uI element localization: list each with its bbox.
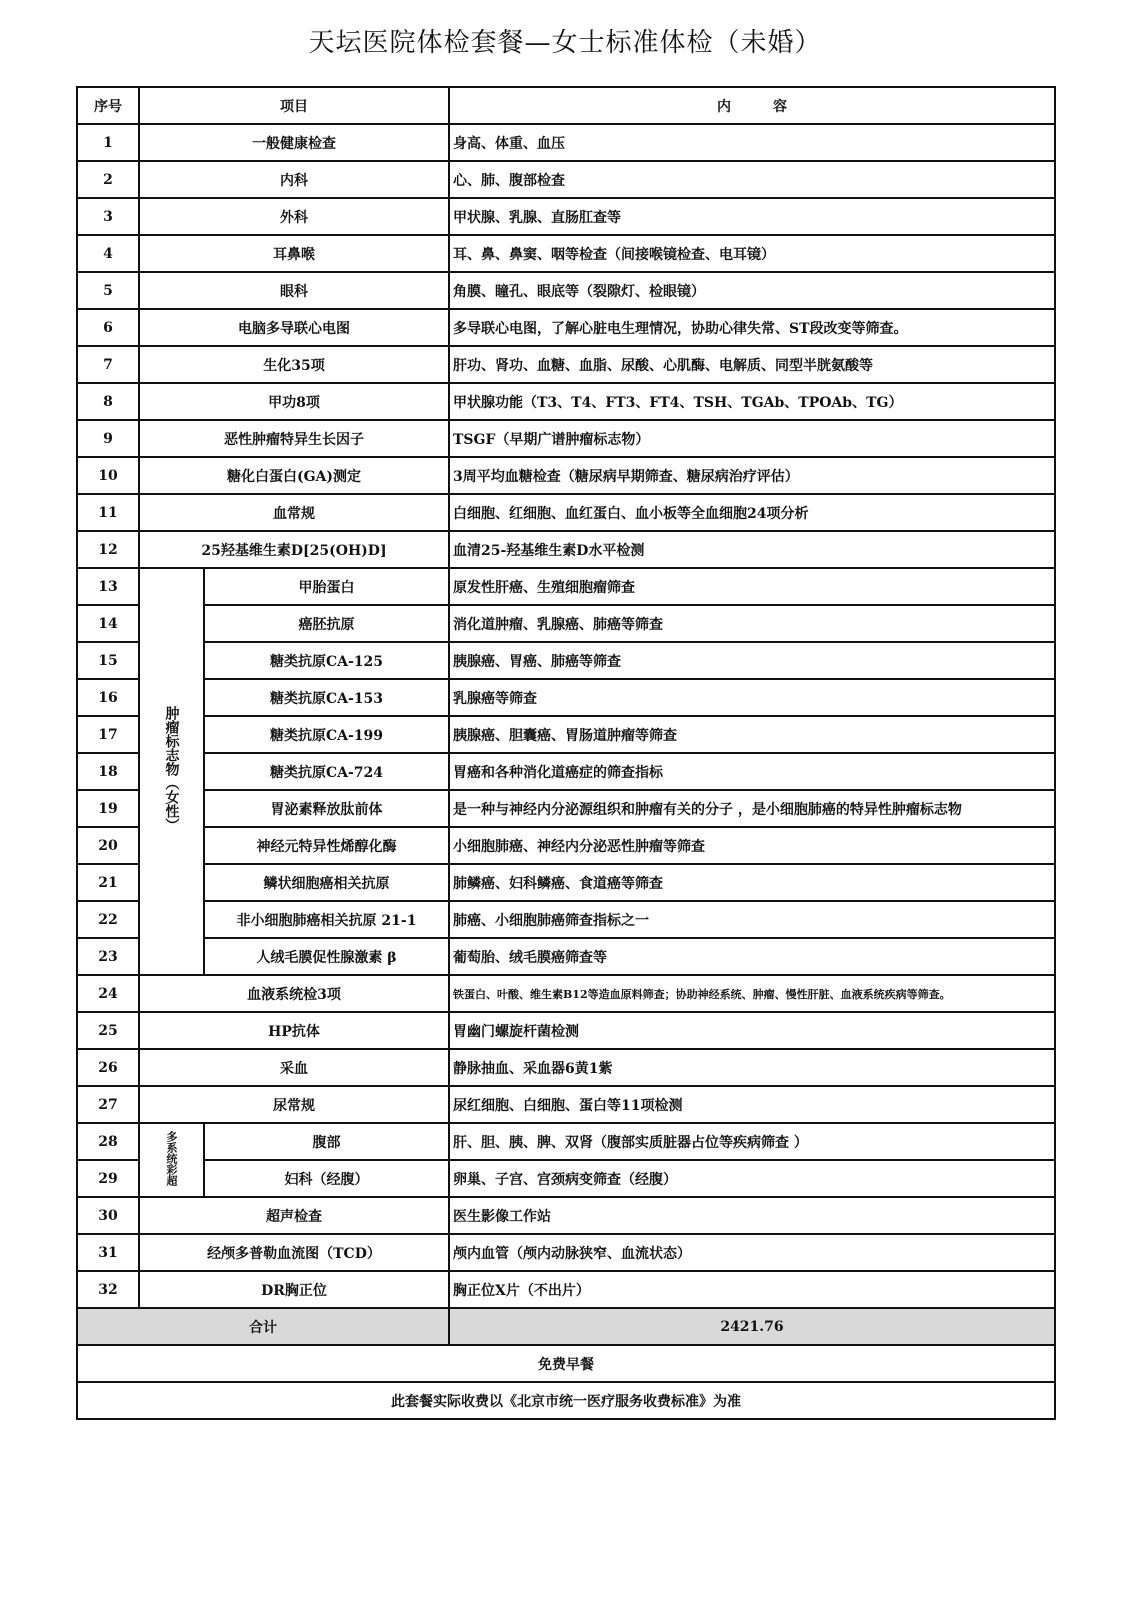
- row-item: DR胸正位: [139, 1271, 449, 1308]
- row-number: 15: [77, 642, 139, 679]
- row-content: 肝功、肾功、血糖、血脂、尿酸、心肌酶、电解质、同型半胱氨酸等: [449, 346, 1055, 383]
- row-item: 糖类抗原CA-153: [204, 679, 449, 716]
- row-content: 胸正位X片（不出片）: [449, 1271, 1055, 1308]
- table-row: [77, 161, 1055, 198]
- row-content: 卵巢、子宫、宫颈病变筛查（经腹）: [449, 1160, 1055, 1197]
- table-row: [77, 1123, 1055, 1160]
- table-row: [77, 938, 1055, 975]
- row-number: 27: [77, 1086, 139, 1123]
- row-number: 7: [77, 346, 139, 383]
- pricing-note: 此套餐实际收费以《北京市统一医疗服务收费标准》为准: [77, 1382, 1055, 1419]
- row-number: 23: [77, 938, 139, 975]
- row-number: 19: [77, 790, 139, 827]
- row-content: 消化道肿瘤、乳腺癌、肺癌等筛查: [449, 605, 1055, 642]
- table-row: [77, 1271, 1055, 1308]
- row-item: 神经元特异性烯醇化酶: [204, 827, 449, 864]
- row-number: 2: [77, 161, 139, 198]
- row-item: 糖类抗原CA-199: [204, 716, 449, 753]
- row-number: 11: [77, 494, 139, 531]
- table-row: [77, 827, 1055, 864]
- row-number: 20: [77, 827, 139, 864]
- table-row: [77, 383, 1055, 420]
- row-number: 8: [77, 383, 139, 420]
- table-row: [77, 531, 1055, 568]
- row-number: 13: [77, 568, 139, 605]
- group-label-tumor: [139, 568, 204, 975]
- row-number: 18: [77, 753, 139, 790]
- row-number: 1: [77, 124, 139, 161]
- row-item: 内科: [139, 161, 449, 198]
- table-row: [77, 494, 1055, 531]
- row-item: 甲功8项: [139, 383, 449, 420]
- row-number: 29: [77, 1160, 139, 1197]
- row-item: 外科: [139, 198, 449, 235]
- row-content: 胃幽门螺旋杆菌检测: [449, 1012, 1055, 1049]
- row-number: 22: [77, 901, 139, 938]
- row-item: 恶性肿瘤特异生长因子: [139, 420, 449, 457]
- row-item: 尿常规: [139, 1086, 449, 1123]
- row-content: 甲状腺、乳腺、直肠肛查等: [449, 198, 1055, 235]
- table-row: [77, 1049, 1055, 1086]
- table-row: [77, 642, 1055, 679]
- row-item: 采血: [139, 1049, 449, 1086]
- row-content: 乳腺癌等筛查: [449, 679, 1055, 716]
- table-row: [77, 864, 1055, 901]
- table-row: [77, 235, 1055, 272]
- row-content: 身高、体重、血压: [449, 124, 1055, 161]
- table-row: [77, 716, 1055, 753]
- pricing-note-row: [77, 1382, 1055, 1419]
- row-item: 血常规: [139, 494, 449, 531]
- row-content: 铁蛋白、叶酸、维生素B12等造血原料筛查；协助神经系统、肿瘤、慢性肝脏、血液系统疾病等筛查。: [449, 975, 1055, 1012]
- group-label-ultrasound-text: 多系统彩超: [165, 1130, 178, 1186]
- row-number: 32: [77, 1271, 139, 1308]
- checkup-table: [76, 86, 1056, 1420]
- row-item: 眼科: [139, 272, 449, 309]
- table-row: [77, 1197, 1055, 1234]
- header-seq: 序号: [77, 87, 139, 124]
- row-item: 糖类抗原CA-125: [204, 642, 449, 679]
- row-content: 医生影像工作站: [449, 1197, 1055, 1234]
- row-item: 一般健康检查: [139, 124, 449, 161]
- table-row: [77, 1160, 1055, 1197]
- row-item: 25羟基维生素D[25(OH)D]: [139, 531, 449, 568]
- table-row: [77, 568, 1055, 605]
- table-header-row: [77, 87, 1055, 124]
- row-number: 3: [77, 198, 139, 235]
- row-content: 肺癌、小细胞肺癌筛查指标之一: [449, 901, 1055, 938]
- table-row: [77, 457, 1055, 494]
- breakfast-row: [77, 1345, 1055, 1382]
- row-content: 胰腺癌、胃癌、肺癌等筛查: [449, 642, 1055, 679]
- table-row: [77, 605, 1055, 642]
- row-item: 超声检查: [139, 1197, 449, 1234]
- row-number: 6: [77, 309, 139, 346]
- row-item: 耳鼻喉: [139, 235, 449, 272]
- table-row: [77, 975, 1055, 1012]
- table-row: [77, 679, 1055, 716]
- row-content: 葡萄胎、绒毛膜癌筛查等: [449, 938, 1055, 975]
- row-number: 9: [77, 420, 139, 457]
- row-content: 胃癌和各种消化道癌症的筛查指标: [449, 753, 1055, 790]
- total-row: [77, 1308, 1055, 1345]
- row-content: 血清25-羟基维生素D水平检测: [449, 531, 1055, 568]
- row-number: 17: [77, 716, 139, 753]
- table-row: [77, 1234, 1055, 1271]
- group-label-tumor-text: 肿瘤标志物（女性）: [163, 706, 180, 832]
- row-content: 肝、胆、胰、脾、双肾（腹部实质脏器占位等疾病筛查 ）: [449, 1123, 1055, 1160]
- table-row: [77, 1086, 1055, 1123]
- row-content: 胰腺癌、胆囊癌、胃肠道肿瘤等筛查: [449, 716, 1055, 753]
- row-content: 3周平均血糖检查（糖尿病早期筛查、糖尿病治疗评估）: [449, 457, 1055, 494]
- row-content: 甲状腺功能（T3、T4、FT3、FT4、TSH、TGAb、TPOAb、TG）: [449, 383, 1055, 420]
- row-content: 颅内血管（颅内动脉狭窄、血流状态）: [449, 1234, 1055, 1271]
- table-row: [77, 753, 1055, 790]
- table-row: [77, 346, 1055, 383]
- row-item: 糖类抗原CA-724: [204, 753, 449, 790]
- row-number: 16: [77, 679, 139, 716]
- table-row: [77, 309, 1055, 346]
- table-row: [77, 124, 1055, 161]
- row-number: 28: [77, 1123, 139, 1160]
- row-number: 4: [77, 235, 139, 272]
- row-number: 21: [77, 864, 139, 901]
- row-content: 多导联心电图，了解心脏电生理情况，协助心律失常、ST段改变等筛查。: [449, 309, 1055, 346]
- row-item: 胃泌素释放肽前体: [204, 790, 449, 827]
- total-value: 2421.76: [449, 1308, 1055, 1345]
- header-content: 内 容: [449, 87, 1055, 124]
- table-row: [77, 198, 1055, 235]
- table-row: [77, 1012, 1055, 1049]
- row-content: 静脉抽血、采血器6黄1紫: [449, 1049, 1055, 1086]
- row-content: TSGF（早期广谱肿瘤标志物）: [449, 420, 1055, 457]
- total-label: 合计: [77, 1308, 449, 1345]
- row-number: 14: [77, 605, 139, 642]
- row-item: HP抗体: [139, 1012, 449, 1049]
- row-item: 经颅多普勒血流图（TCD）: [139, 1234, 449, 1271]
- row-item: 妇科（经腹）: [204, 1160, 449, 1197]
- row-content: 尿红细胞、白细胞、蛋白等11项检测: [449, 1086, 1055, 1123]
- row-item: 甲胎蛋白: [204, 568, 449, 605]
- row-number: 26: [77, 1049, 139, 1086]
- row-number: 24: [77, 975, 139, 1012]
- row-item: 癌胚抗原: [204, 605, 449, 642]
- row-item: 生化35项: [139, 346, 449, 383]
- row-number: 31: [77, 1234, 139, 1271]
- row-content: 肺鳞癌、妇科鳞癌、食道癌等筛查: [449, 864, 1055, 901]
- row-content: 耳、鼻、鼻窦、咽等检查（间接喉镜检查、电耳镜）: [449, 235, 1055, 272]
- page-title: 天坛医院体检套餐—女士标准体检（未婚）: [308, 28, 822, 58]
- row-content: 原发性肝癌、生殖细胞瘤筛查: [449, 568, 1055, 605]
- row-item: 腹部: [204, 1123, 449, 1160]
- row-number: 12: [77, 531, 139, 568]
- row-content: 心、肺、腹部检查: [449, 161, 1055, 198]
- row-item: 人绒毛膜促性腺激素 β: [204, 938, 449, 975]
- row-number: 30: [77, 1197, 139, 1234]
- row-item: 糖化白蛋白(GA)测定: [139, 457, 449, 494]
- breakfast-note: 免费早餐: [77, 1345, 1055, 1382]
- table-row: [77, 272, 1055, 309]
- row-content: 是一种与神经内分泌源组织和肿瘤有关的分子 ，是小细胞肺癌的特异性肿瘤标志物: [449, 790, 1055, 827]
- row-number: 5: [77, 272, 139, 309]
- row-content: 角膜、瞳孔、眼底等（裂隙灯、检眼镜）: [449, 272, 1055, 309]
- table-row: [77, 420, 1055, 457]
- header-item: 项目: [139, 87, 449, 124]
- row-item: 电脑多导联心电图: [139, 309, 449, 346]
- row-item: 鳞状细胞癌相关抗原: [204, 864, 449, 901]
- row-content: 小细胞肺癌、神经内分泌恶性肿瘤等筛查: [449, 827, 1055, 864]
- table-row: [77, 790, 1055, 827]
- row-number: 25: [77, 1012, 139, 1049]
- group-label-ultrasound: [139, 1123, 204, 1197]
- table-row: [77, 901, 1055, 938]
- row-item: 血液系统检3项: [139, 975, 449, 1012]
- row-content: 白细胞、红细胞、血红蛋白、血小板等全血细胞24项分析: [449, 494, 1055, 531]
- row-number: 10: [77, 457, 139, 494]
- row-item: 非小细胞肺癌相关抗原 21-1: [204, 901, 449, 938]
